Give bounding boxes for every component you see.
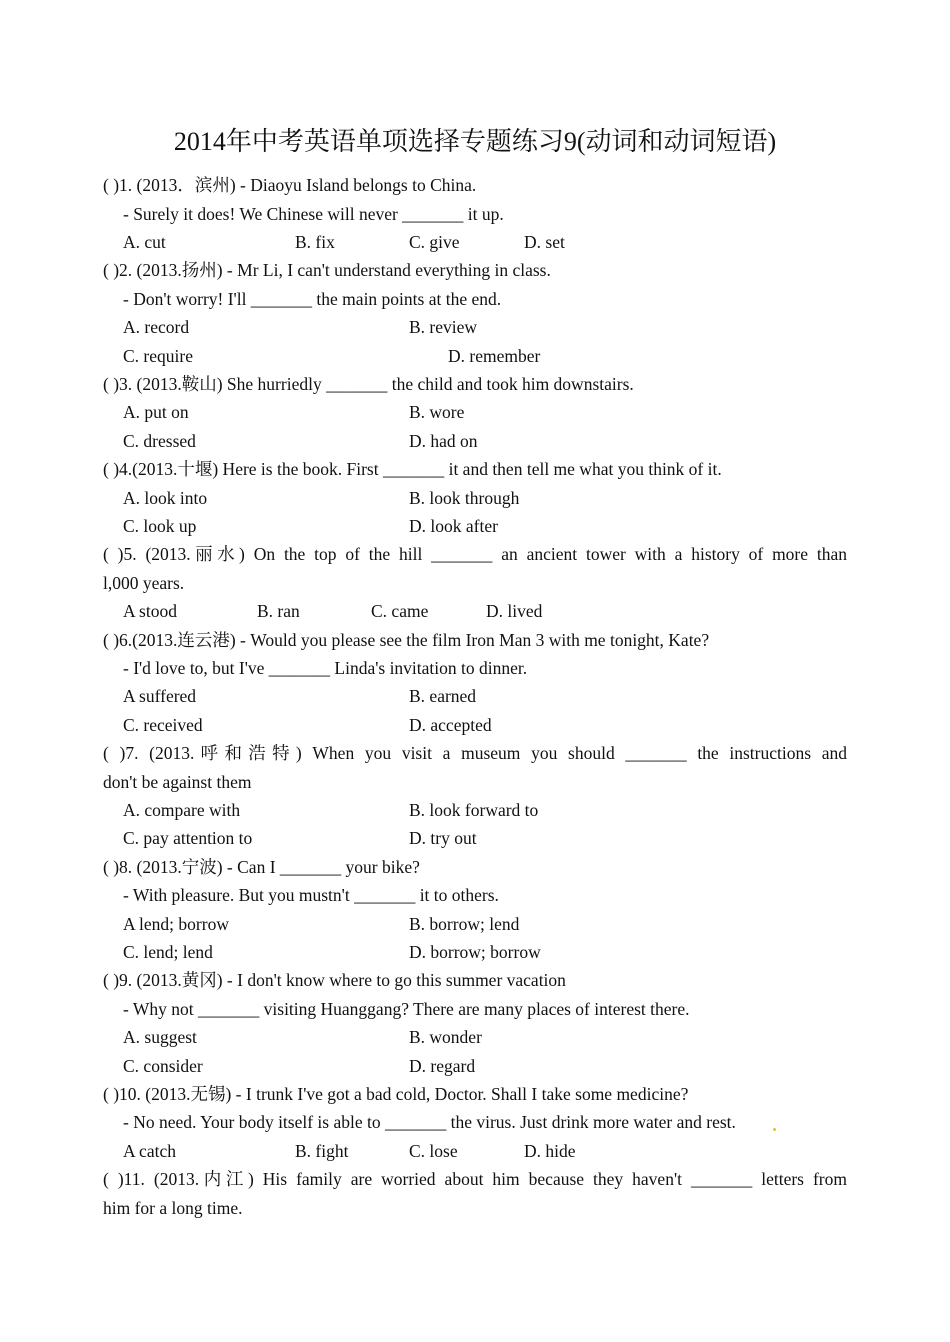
question-1-stem: ( )1. (2013．滨州) - Diaoyu Island belongs to China. [103, 175, 477, 195]
question-6-option-d: D. accepted [409, 715, 492, 735]
question-7-option-c: C. pay attention to [123, 828, 253, 848]
question-9-option-a: A. suggest [123, 1027, 197, 1047]
question-5-stem: ( )5. (2013.丽水) On the top of the hill _______ an ancient tower with a history of more than [103, 544, 847, 564]
question-6-dialogue: - I'd love to, but I've _______ Linda's invitation to dinner. [123, 658, 528, 678]
page-title: 2014年中考英语单项选择专题练习9(动词和动词短语) [173, 127, 777, 156]
question-2-option-c: C. require [123, 346, 193, 366]
question-1-option-b: B. fix [295, 232, 335, 252]
question-9-option-b: B. wonder [409, 1027, 482, 1047]
question-10-option-a: A catch [123, 1141, 176, 1161]
question-2-stem: ( )2. (2013.扬州) - Mr Li, I can't understand everything in class. [103, 260, 551, 280]
question-3-option-a: A. put on [123, 402, 189, 422]
question-7-option-a: A. compare with [123, 800, 241, 820]
question-6-option-a: A suffered [123, 686, 197, 706]
question-9-option-d: D. regard [409, 1056, 476, 1076]
question-5-option-c: C. came [371, 601, 429, 621]
question-1-option-d: D. set [524, 232, 565, 252]
question-2-option-d: D. remember [448, 346, 541, 366]
question-2-dialogue: - Don't worry! I'll _______ the main points at the end. [123, 289, 502, 309]
question-3-option-d: D. had on [409, 431, 478, 451]
question-5-option-b: B. ran [257, 601, 300, 621]
question-10-stem: ( )10. (2013.无锡) - I trunk I've got a bad cold, Doctor. Shall I take some medicine? [103, 1084, 689, 1104]
question-8-option-d: D. borrow; borrow [409, 942, 541, 962]
question-9-dialogue: - Why not _______ visiting Huanggang? There are many places of interest there. [123, 999, 690, 1019]
question-3-option-c: C. dressed [123, 431, 196, 451]
question-5-option-a: A stood [123, 601, 177, 621]
question-1-option-a: A. cut [123, 232, 166, 252]
question-7-option-b: B. look forward to [409, 800, 539, 820]
question-3-option-b: B. wore [409, 402, 465, 422]
question-6-stem: ( )6.(2013.连云港) - Would you please see the film Iron Man 3 with me tonight, Kate? [103, 630, 710, 650]
question-3-stem: ( )3. (2013.鞍山) She hurriedly _______ the child and took him downstairs. [103, 374, 634, 394]
question-10-option-b: B. fight [295, 1141, 349, 1161]
question-8-option-a: A lend; borrow [123, 914, 229, 934]
question-1-dialogue: - Surely it does! We Chinese will never _______ it up. [123, 204, 504, 224]
question-4-option-d: D. look after [409, 516, 498, 536]
question-9-option-c: C. consider [123, 1056, 203, 1076]
question-1-option-c: C. give [409, 232, 460, 252]
question-10-option-c: C. lose [409, 1141, 458, 1161]
question-8-option-c: C. lend; lend [123, 942, 213, 962]
question-10-option-d: D. hide [524, 1141, 576, 1161]
question-4-option-b: B. look through [409, 488, 520, 508]
question-8-option-b: B. borrow; lend [409, 914, 520, 934]
question-4-stem: ( )4.(2013.十堰) Here is the book. First _______ it and then tell me what you think of it. [103, 459, 722, 479]
question-5-stem-continued: l,000 years. [103, 573, 185, 593]
question-5-option-d: D. lived [486, 601, 543, 621]
stray-mark [773, 1128, 776, 1131]
question-9-stem: ( )9. (2013.黄冈) - I don't know where to go this summer vacation [103, 970, 566, 990]
question-6-option-b: B. earned [409, 686, 477, 706]
question-10-dialogue: - No need. Your body itself is able to _______ the virus. Just drink more water and rest. [123, 1112, 736, 1132]
question-2-option-b: B. review [409, 317, 478, 337]
question-7-option-d: D. try out [409, 828, 477, 848]
question-4-option-a: A. look into [123, 488, 208, 508]
question-7-stem: ( )7. (2013.呼和浩特) When you visit a museum you should _______ the instructions and [103, 743, 847, 763]
question-7-stem-continued: don't be against them [103, 772, 252, 792]
question-11-stem: ( )11. (2013.内江) His family are worried about him because they haven't _______ letters from [103, 1169, 847, 1189]
question-8-dialogue: - With pleasure. But you mustn't _______ it to others. [123, 885, 499, 905]
question-8-stem: ( )8. (2013.宁波) - Can I _______ your bike? [103, 857, 420, 877]
question-11-stem-continued: him for a long time. [103, 1198, 243, 1218]
question-4-option-c: C. look up [123, 516, 197, 536]
question-6-option-c: C. received [123, 715, 203, 735]
question-2-option-a: A. record [123, 317, 190, 337]
